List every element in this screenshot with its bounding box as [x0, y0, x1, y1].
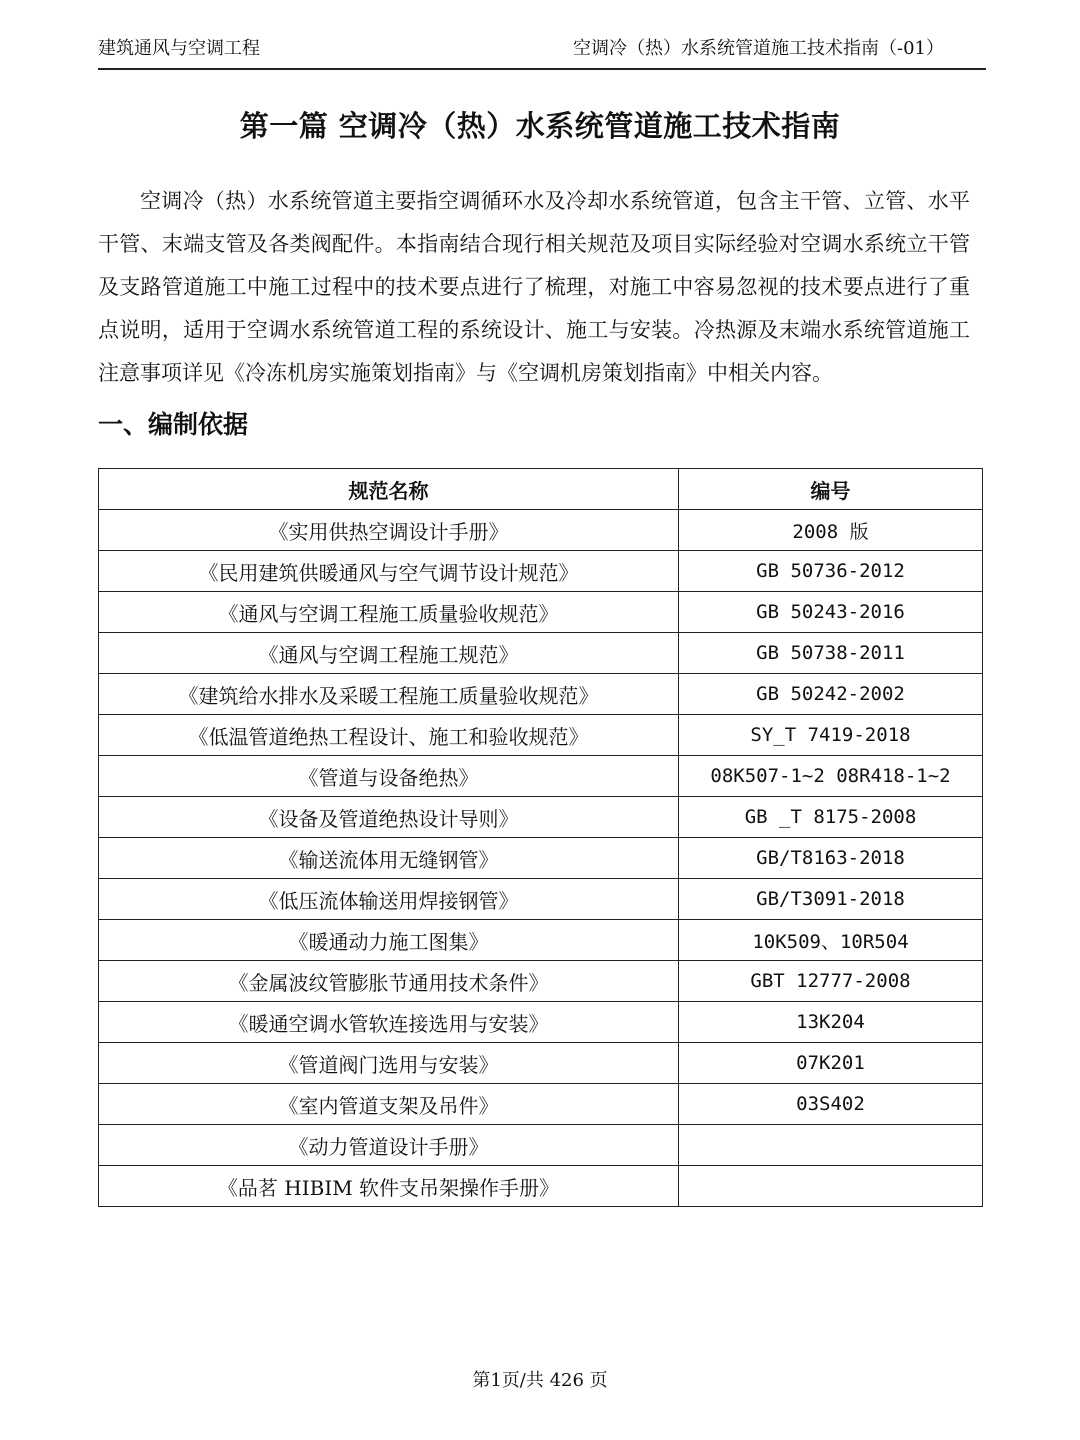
spec-name-cell: 《建筑给水排水及采暖工程施工质量验收规范》	[99, 674, 679, 715]
table-row	[99, 633, 983, 674]
spec-code-cell: 13K204	[679, 1002, 983, 1043]
spec-name-cell: 《品茗 HIBIM 软件支吊架操作手册》	[99, 1166, 679, 1207]
spec-code-cell	[679, 1166, 983, 1207]
table-row	[99, 838, 983, 879]
spec-code-cell: GB _T 8175-2008	[679, 797, 983, 838]
header-spec-name: 规范名称	[99, 469, 679, 510]
spec-name-cell: 《设备及管道绝热设计导则》	[99, 797, 679, 838]
table-row	[99, 797, 983, 838]
spec-code-cell: 2008 版	[679, 510, 983, 551]
table-row	[99, 920, 983, 961]
table-row	[99, 1166, 983, 1207]
spec-code-cell: 08K507-1~2 08R418-1~2	[679, 756, 983, 797]
header-left-text: 建筑通风与空调工程	[98, 38, 260, 59]
spec-name-cell: 《低温管道绝热工程设计、施工和验收规范》	[99, 715, 679, 756]
spec-code-cell: GB 50736-2012	[679, 551, 983, 592]
table-row	[99, 1125, 983, 1166]
table-row	[99, 756, 983, 797]
table-row	[99, 879, 983, 920]
spec-code-cell: GBT 12777-2008	[679, 961, 983, 1002]
table-row	[99, 510, 983, 551]
document-title: 第一篇 空调冷（热）水系统管道施工技术指南	[239, 109, 841, 143]
spec-name-cell: 《室内管道支架及吊件》	[99, 1084, 679, 1125]
table-row	[99, 1002, 983, 1043]
header-spec-code: 编号	[679, 469, 983, 510]
spec-table	[98, 468, 983, 1207]
table-row	[99, 1043, 983, 1084]
spec-name-cell: 《动力管道设计手册》	[99, 1125, 679, 1166]
table-row	[99, 592, 983, 633]
spec-name-cell: 《暖通动力施工图集》	[99, 920, 679, 961]
spec-code-cell	[679, 1125, 983, 1166]
header-right-text: 空调冷（热）水系统管道施工技术指南（-01）	[573, 38, 944, 59]
table-header-row	[99, 469, 983, 510]
spec-code-cell: SY_T 7419-2018	[679, 715, 983, 756]
spec-code-cell: 03S402	[679, 1084, 983, 1125]
spec-code-cell: 07K201	[679, 1043, 983, 1084]
spec-code-cell: GB 50242-2002	[679, 674, 983, 715]
spec-name-cell: 《金属波纹管膨胀节通用技术条件》	[99, 961, 679, 1002]
table-row	[99, 715, 983, 756]
spec-name-cell: 《管道阀门选用与安装》	[99, 1043, 679, 1084]
spec-code-cell: 10K509、10R504	[679, 920, 983, 961]
spec-name-cell: 《实用供热空调设计手册》	[99, 510, 679, 551]
table-row	[99, 1084, 983, 1125]
spec-code-cell: GB/T8163-2018	[679, 838, 983, 879]
spec-code-cell: GB 50243-2016	[679, 592, 983, 633]
spec-name-cell: 《管道与设备绝热》	[99, 756, 679, 797]
page-header	[98, 28, 986, 70]
spec-code-cell: GB/T3091-2018	[679, 879, 983, 920]
spec-code-cell: GB 50738-2011	[679, 633, 983, 674]
table-row	[99, 674, 983, 715]
spec-name-cell: 《暖通空调水管软连接选用与安装》	[99, 1002, 679, 1043]
spec-name-cell: 《低压流体输送用焊接钢管》	[99, 879, 679, 920]
spec-name-cell: 《通风与空调工程施工规范》	[99, 633, 679, 674]
section-heading-basis: 一、编制依据	[98, 410, 249, 439]
spec-name-cell: 《民用建筑供暖通风与空气调节设计规范》	[99, 551, 679, 592]
intro-paragraph: 空调冷（热）水系统管道主要指空调循环水及冷却水系统管道，包含主干管、立管、水平干管、末端支管及各类阀配件。本指南结合现行相关规范及项目实际经验对空调水系统立干管及支路管道施工中施工过程中的技术要点进行了梳理，对施工中容易忽视的技术要点进行了重点说明，适用于空调水系统管道工程的系统设计、施工与安装。冷热源及末端水系统管道施工注意事项详见《冷冻机房实施策划指南》与《空调机房策划指南》中相关内容。	[98, 189, 970, 385]
table-row	[99, 551, 983, 592]
table-row	[99, 961, 983, 1002]
spec-name-cell: 《通风与空调工程施工质量验收规范》	[99, 592, 679, 633]
page-footer: 第1页/共 426 页	[472, 1370, 608, 1391]
spec-name-cell: 《输送流体用无缝钢管》	[99, 838, 679, 879]
